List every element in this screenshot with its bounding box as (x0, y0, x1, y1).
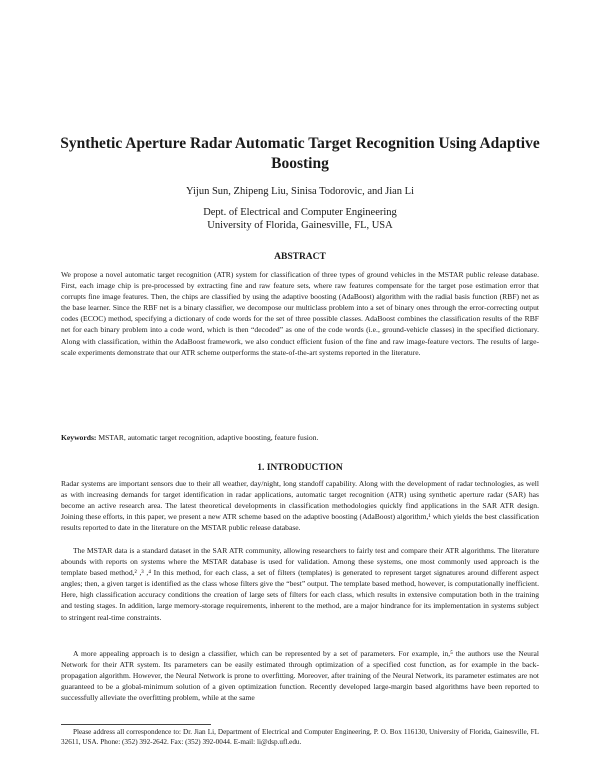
intro-paragraph-2: The MSTAR data is a standard dataset in the SAR ATR community, allowing researchers to fairly test and compare their ATR algorithms. The literature abounds with reports on systems where the MSTAR database is used for validation. Among these systems, one most commonly used approach is the template based method,² ,³ ,⁴ In this method, for each class, a set of filters (templates) is generated to represent target signatures around different aspect angles; then, a given target is identified as the class whose filters give the “best” output. The template based method, however, is computationally inefficient. Here, high classification accuracy conditions the creation of large sets of filters for each class, which results in extensive computation both in the training and testing stages. In addition, large memory-storage requirements, inherent to the method, are a major hindrance for its implementation in systems subject to stringent real-time constraints. (61, 546, 539, 622)
keywords-list: MSTAR, automatic target recognition, adaptive boosting, feature fusion. (98, 433, 319, 442)
footnote-rule (61, 724, 211, 725)
keywords-label: Keywords: (61, 433, 97, 442)
abstract-text: We propose a novel automatic target recognition (ATR) system for classification of three types of ground vehicles in the MSTAR public release database. First, each image chip is pre-processed by extracting fine and raw feature sets, where raw features compensate for the target pose estimation error that corrupts fine image features. Then, the chips are classified by using the adaptive boosting (AdaBoost) algorithm with the radial basis function (RBF) net as the base learner. Since the RBF net is a binary classifier, we decompose our multiclass problem into a set of binary ones through the error-correcting output codes (ECOC) method, specifying a dictionary of code words for the set of three possible classes. AdaBoost combines the classification results of the RBF net for each binary problem into a code word, which is then “decoded” as one of the code words (i.e., ground-vehicle classes) in the specified dictionary. Along with classification, within the AdaBoost framework, we also conduct efficient fusion of the fine and raw image-feature vectors. The results of large-scale experiments demonstrate that our ATR scheme outperforms the state-of-the-art systems reported in the literature. (61, 270, 539, 357)
affiliation-department: Dept. of Electrical and Computer Engineering (203, 207, 397, 218)
section-heading-introduction: 1. INTRODUCTION (257, 463, 343, 473)
abstract-heading: ABSTRACT (274, 252, 326, 262)
intro-paragraph-1: Radar systems are important sensors due to their all weather, day/night, long standoff capability. Along with the development of radar technologies, as well as with increasing demands for target identification in radar applications, automatic target recognition (ATR) using synthetic aperture radar (SAR) has become an active research area. The latest theoretical developments in classification methodologies quickly find applications in the SAR ATR design. Joining these efforts, in this paper, we present a new ATR scheme based on the adaptive boosting (AdaBoost) algorithm,¹ which yields the best classification results reported to date in the literature on the MSTAR public release database. (61, 479, 539, 533)
affiliation-university: University of Florida, Gainesville, FL, USA (207, 220, 393, 231)
paper-title: Synthetic Aperture Radar Automatic Target Recognition Using Adaptive Boosting (60, 135, 540, 172)
author-list: Yijun Sun, Zhipeng Liu, Sinisa Todorovic, and Jian Li (185, 186, 415, 197)
footnote-correspondence: Please address all correspondence to: Dr. Jian Li, Department of Electrical and Computer Engineering, P. O. Box 116130, University of Florida, Gainesville, FL 32611, USA. Phone: (352) 392-2642. Fax: (352) 392-0044. E-mail: li@dsp.ufl.edu. (61, 728, 539, 746)
intro-paragraph-3: A more appealing approach is to design a classifier, which can be represented by a set of parameters. For example, in,⁵ the authors use the Neural Network for their ATR system. Its parameters can be easily estimated through optimization of a specified cost function, as for example in the back-propagation algorithm. However, the Neural Network is prone to overfitting. Moreover, after training of the Neural Network, its parameter estimates are not guaranteed to be a global-minimum solution of a given optimization function. Recently developed large-margin based algorithms have been reported to successfully alleviate the overfitting problem, while at the same (61, 649, 539, 703)
keywords (61, 433, 539, 442)
affiliation (0, 206, 600, 232)
